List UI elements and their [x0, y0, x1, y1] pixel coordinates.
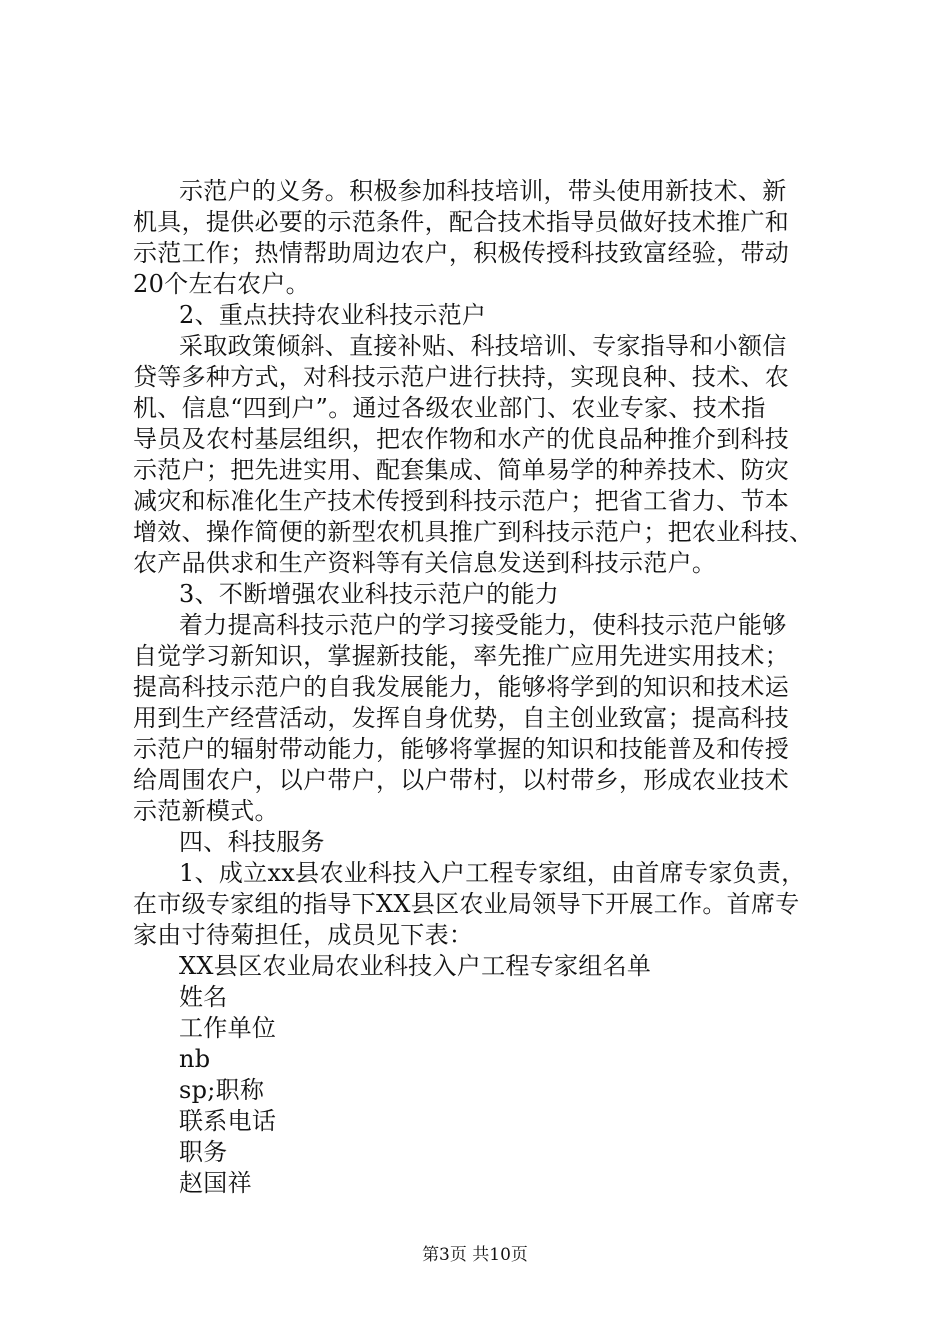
- text-line: 四、科技服务: [179, 828, 325, 856]
- text-line: 赵国祥: [179, 1169, 252, 1197]
- text-line: 示范户；把先进实用、配套集成、简单易学的种养技术、防灾: [133, 456, 790, 484]
- text-line: 自觉学习新知识，掌握新技能，率先推广应用先进实用技术；: [133, 642, 790, 670]
- text-line: 职务: [179, 1138, 228, 1166]
- text-line: 给周围农户，以户带户，以户带村，以村带乡，形成农业技术: [133, 766, 790, 794]
- text-line: 减灾和标准化生产技术传授到科技示范户；把省工省力、节本: [133, 487, 790, 515]
- text-line: XX县区农业局农业科技入户工程专家组名单: [179, 952, 652, 980]
- document-body: [133, 176, 833, 1199]
- text-line: 家由寸待菊担任，成员见下表：: [133, 921, 474, 949]
- text-line: 3、不断增强农业科技示范户的能力: [179, 580, 560, 608]
- text-line: 1、成立xx县农业科技入户工程专家组，由首席专家负责，: [179, 859, 806, 887]
- text-line: 导员及农村基层组织，把农作物和水产的优良品种推介到科技: [133, 425, 790, 453]
- text-line: 示范户的义务。积极参加科技培训，带头使用新技术、新: [179, 177, 787, 205]
- text-line: 机、信息“四到户”。通过各级农业部门、农业专家、技术指: [133, 394, 766, 422]
- text-line: sp;职称: [179, 1076, 265, 1104]
- text-line: 提高科技示范户的自我发展能力，能够将学到的知识和技术运: [133, 673, 790, 701]
- page-footer: 第3页 共10页: [422, 1245, 528, 1265]
- text-line: 工作单位: [179, 1014, 277, 1042]
- text-line: 增效、操作简便的新型农机具推广到科技示范户；把农业科技、: [133, 518, 814, 546]
- text-line: 采取政策倾斜、直接补贴、科技培训、专家指导和小额信: [179, 332, 787, 360]
- text-line: 农产品供求和生产资料等有关信息发送到科技示范户。: [133, 549, 717, 577]
- text-line: 着力提高科技示范户的学习接受能力，使科技示范户能够: [179, 611, 787, 639]
- text-line: 用到生产经营活动，发挥自身优势，自主创业致富；提高科技: [133, 704, 790, 732]
- text-line: 20个左右农户。: [133, 270, 310, 298]
- text-line: 贷等多种方式，对科技示范户进行扶持，实现良种、技术、农: [133, 363, 790, 391]
- text-line: 示范户的辐射带动能力，能够将掌握的知识和技能普及和传授: [133, 735, 790, 763]
- text-line: 在市级专家组的指导下XX县区农业局领导下开展工作。首席专: [133, 890, 800, 918]
- text-line: 2、重点扶持农业科技示范户: [179, 301, 487, 329]
- text-line: 姓名: [179, 983, 228, 1011]
- text-line: 示范工作；热情帮助周边农户，积极传授科技致富经验，带动: [133, 239, 790, 267]
- text-line: nb: [179, 1045, 211, 1073]
- text-line: 联系电话: [179, 1107, 277, 1135]
- text-line: 示范新模式。: [133, 797, 279, 825]
- text-line: 机具，提供必要的示范条件，配合技术指导员做好技术推广和: [133, 208, 790, 236]
